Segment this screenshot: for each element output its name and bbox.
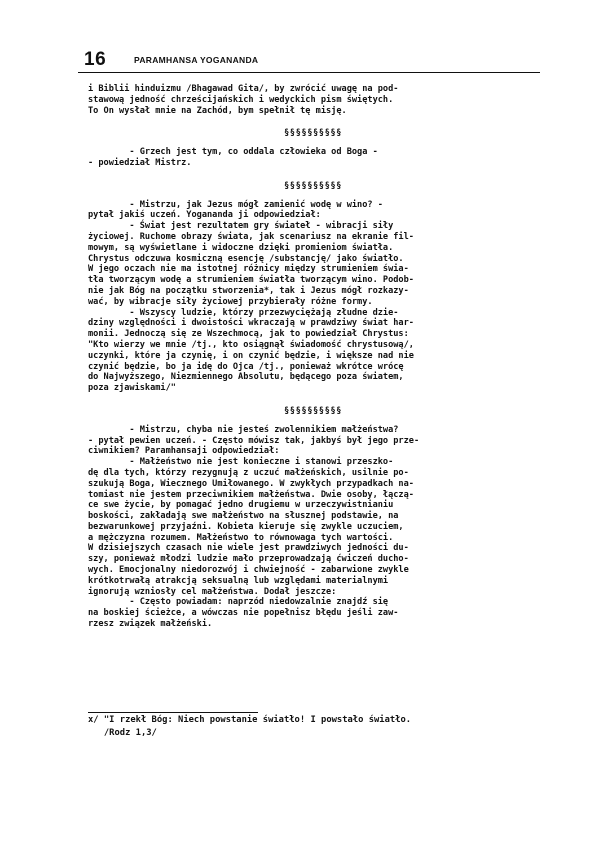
text-line: poza zjawiskami/": [88, 383, 176, 394]
text-line: czynić będzie, bo ja idę do Ojca /tj., ponieważ wkrótce wrócę: [88, 361, 404, 372]
text-line: stawową jedność chrześcijańskich i wedyckich pism świętych.: [88, 94, 394, 105]
paragraph-marriage: [88, 425, 538, 630]
text-line: wać, by wibracje siły życiowej przybierały różne formy.: [88, 296, 373, 307]
text-line: - pytał pewien uczeń. - Często mówisz tak, jakbyś był jego prze-: [88, 435, 420, 446]
text-line: na boskiej ścieżce, a wówczas nie popełnisz błędu jeśli zaw-: [88, 608, 399, 619]
text-line: boskości, zakładają swe małżeństwo na słusznej podstawie, na: [88, 511, 399, 522]
text-line: dę dla tych, którzy rezygnują z uczuć małżeńskich, usilnie po-: [88, 467, 409, 478]
text-line: tomiast nie jestem przeciwnikiem małżeństwa. Dwie osoby, łączą-: [88, 489, 414, 500]
text-line: rzesz związek małżeński.: [88, 619, 213, 630]
text-line: "Kto wierzy we mnie /tj., kto osiągnął świadomość chrystusową/,: [88, 339, 414, 350]
text-line: - powiedział Mistrz.: [88, 157, 192, 168]
page-number: 16: [84, 49, 107, 70]
text-line: W jego oczach nie ma istotnej różnicy między strumieniem świa-: [88, 264, 409, 275]
text-line: nie jak Bóg na początku stworzenia*, tak i Jezus mógł rozkazy-: [88, 285, 409, 296]
text-line: - Mistrzu, jak Jezus mógł zamienić wodę w wino? -: [88, 199, 383, 210]
footnote-line: /Rodz 1,3/: [88, 728, 157, 738]
paragraph-water-wine: [88, 200, 538, 394]
text-line: krótkotrwałą atrakcją seksualną lub względami materialnymi: [88, 575, 389, 586]
text-line: życiowej. Ruchome obrazy świata, jak scenariusz na ekranie fil-: [88, 231, 414, 242]
page-body: [88, 84, 538, 630]
paragraph-sin: [88, 147, 538, 169]
text-line: ignorują wzniosły cel małżeństwa. Dodał jeszcze:: [88, 586, 337, 597]
section-separator: §§§§§§§§§§: [284, 405, 342, 416]
text-line: tła tworzącym wodę a strumieniem światła tworzącym wino. Podob-: [88, 275, 414, 286]
text-line: To On wysłał mnie na Zachód, bym spełnił tę misję.: [88, 105, 347, 116]
text-line: monii. Jednoczą się ze Wszechmocą, jak to powiedział Chrystus:: [88, 329, 409, 340]
text-line: - Małżeństwo nie jest konieczne i stanowi przeszko-: [88, 457, 394, 468]
paragraph-intro: [88, 84, 538, 116]
footnote: [88, 714, 548, 740]
text-line: wych. Emocjonalny niedorozwój i chwiejność - zabarwione zwykle: [88, 565, 409, 576]
text-line: pytał jakiś uczeń. Yogananda ji odpowiedział:: [88, 210, 321, 221]
text-line: Chrystus odczuwa kosmiczną esencję /substancję/ jako światło.: [88, 253, 404, 264]
text-line: mowym, są wyświetlane i widoczne dzięki promieniom światła.: [88, 242, 394, 253]
text-line: - Często powiadam: naprzód niedowzalnie znajdź się: [88, 597, 389, 608]
text-line: - Grzech jest tym, co oddala człowieka od Boga -: [88, 147, 378, 158]
text-line: W dzisiejszych czasach nie wiele jest prawdziwych jedności du-: [88, 543, 409, 554]
section-separator: §§§§§§§§§§: [284, 128, 342, 139]
section-separator: §§§§§§§§§§: [284, 180, 342, 191]
running-head: PARAMHANSA YOGANANDA: [134, 55, 259, 65]
text-line: - Wszyscy ludzie, którzy przezwyciężają złudne dzie-: [88, 307, 399, 318]
text-line: - Mistrzu, chyba nie jesteś zwolennikiem małżeństwa?: [88, 424, 399, 435]
footnote-line: x/ "I rzekł Bóg: Niech powstanie światło! I powstało światło.: [88, 715, 412, 725]
text-line: - Świat jest rezultatem gry świateł - wibracji siły: [88, 221, 394, 232]
text-line: a mężczyzna rozumem. Małżeństwo to równowaga tych wartości.: [88, 532, 394, 543]
page-header: [78, 48, 540, 73]
text-line: do Najwyższego, Niezmiennego Absolutu, będącego poza światem,: [88, 372, 404, 383]
text-line: bezwarunkowej przyjaźni. Kobieta kieruje się zwykle uczuciem,: [88, 521, 404, 532]
text-line: dziny względności i dwoistości wkraczają w prawdziwy świat har-: [88, 318, 414, 329]
text-line: szy, ponieważ młodzi ludzie mało przeprowadzają ćwiczeń ducho-: [88, 554, 409, 565]
text-line: szukują Boga, Wiecznego Umiłowanego. W zwykłych przypadkach na-: [88, 478, 414, 489]
text-line: ce swe życie, by pomagać jedno drugiemu w urzeczywistnianiu: [88, 500, 394, 511]
text-line: i Biblii hinduizmu /Bhagawad Gita/, by zwrócić uwagę na pod-: [88, 84, 399, 94]
footnote-divider: [88, 712, 258, 713]
text-line: uczynki, które ja czynię, i on czynić będzie, i większe nad nie: [88, 350, 414, 361]
text-line: ciwnikiem? Paramhansaji odpowiedział:: [88, 446, 280, 457]
